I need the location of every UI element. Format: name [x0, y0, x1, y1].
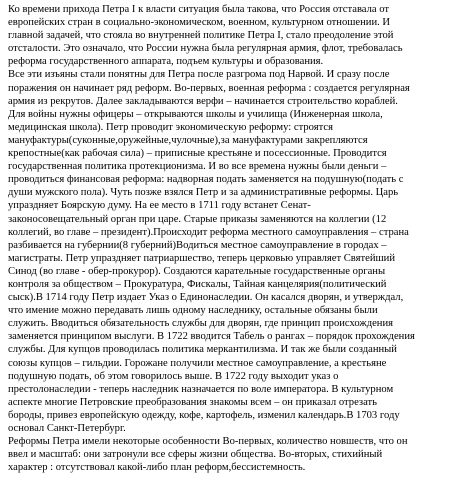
- text-line: главной задачей, что стояла во внутренней политике Петра I, стало преодоление этой: [8, 30, 394, 42]
- text-line: аспекте многие Петровские преобразования знакомы всем – он приказал отрезать: [8, 396, 377, 408]
- text-line: проводиться финансовая реформа: надворная подать заменяется на подушную(подать с: [8, 174, 404, 186]
- text-line: Реформы Петра имели некоторые особенности Во-первых, количество новшеств, что он: [8, 436, 408, 448]
- text-line: коллегий, во главе – президент).Происходит реформа местного самоуправления – страна: [8, 226, 409, 238]
- text-line: государственная политика протекционизма. И во все времена нужны были деньги –: [8, 161, 387, 173]
- text-line: заменяется принципом выслуги. В 1722 вводится Табель о рангах – порядок прохождения: [8, 331, 415, 343]
- text-line: что имение можно передавать лишь одному наследнику, остальные обязаны были: [8, 305, 378, 317]
- text-line: подушную подать, об этом говорилось выше. В 1722 году выходит указ о: [8, 370, 339, 382]
- paragraph-reforms: [8, 68, 451, 435]
- text-line: медицинская школа). Петр проводит экономическую реформу: строятся: [8, 121, 333, 133]
- text-line: поражения он начинает ряд реформ. Во-первых, военная реформа : создается регулярная: [8, 82, 410, 94]
- text-line: бороды, привез европейскую одежду, кофе, картофель, изменил календарь.В 1703 году: [8, 409, 400, 421]
- text-line: души мужского пола). Чуть позже взялся Петр и за административные реформы. Царь: [8, 187, 399, 199]
- text-line: престолонаследии - теперь наследник назначается по воле императора. В культурном: [8, 383, 394, 395]
- text-line: служить. Вводиться обязательность службы для дворян, где принцип происхождения: [8, 318, 394, 330]
- text-line: контроля за обществом – Прокуратура, Фискалы, Тайная канцелярия(политический: [8, 278, 387, 290]
- text-line: европейских стран в социально-экономическом, военном, культурном отношении. И: [8, 17, 391, 29]
- text-line: разбивается на губернии(8 губерний)Водиться местное самоуправление в городах –: [8, 239, 387, 251]
- text-line: Для войны нужны офицеры – открываются школы и училища (Инженерная школа,: [8, 108, 383, 120]
- text-line: характер : отсутствовал какой-либо план реформ,бессистемность.: [8, 462, 306, 474]
- text-line: основал Санкт-Петербург.: [8, 423, 126, 434]
- text-line: мануфактуры(суконные,оружейные,чулочные),за мануфактурами закрепляются: [8, 134, 368, 146]
- text-line: крепостные(как рабочая сила) – приписные крестьяне и посессионные. Проводится: [8, 148, 387, 160]
- text-line: упраздняет Боярскую думу. На ее место в 1711 году встанет Сенат-: [8, 200, 311, 212]
- text-line: Все эти изъяны стали понятны для Петра после разгрома под Нарвой. И сразу после: [8, 69, 390, 81]
- text-line: ввел и масштаб: они затронули все сферы жизни общества. Во-вторых, стихийный: [8, 449, 383, 461]
- paragraph-intro: [8, 3, 451, 68]
- text-line: службы. Для купцов проводилась политика меркантилизма. И так же были созданный: [8, 344, 397, 356]
- text-line: армия из рекрутов. Далее закладываются верфи – начинается строительство кораблей.: [8, 95, 398, 107]
- text-line: союзы купцов – гильдии. Горожане получили местное самоуправление, а крестьяне: [8, 357, 387, 369]
- text-line: Синод (во главе - обер-прокурор). Создаются карательные государственные органы: [8, 265, 386, 277]
- paragraph-features: [8, 435, 451, 474]
- text-line: сыск).В 1714 году Петр издает Указ о Единонаследии. Он касался дворян, и утверждал,: [8, 292, 404, 304]
- text-line: отсталости. Это означало, что России нужна была регулярная армия, флот, требовалась: [8, 43, 403, 55]
- text-line: магистраты. Петр упраздняет патриаршество, теперь церковью управляет Святейший: [8, 252, 396, 264]
- text-line: реформа государственного аппарата, подъем культуры и образования.: [8, 56, 324, 68]
- text-line: Ко времени прихода Петра I к власти ситуация была такова, что Россия отставала от: [8, 4, 390, 15]
- text-line: законосовещательный орган при царе. Старые приказы заменяются на коллегии (12: [8, 213, 387, 225]
